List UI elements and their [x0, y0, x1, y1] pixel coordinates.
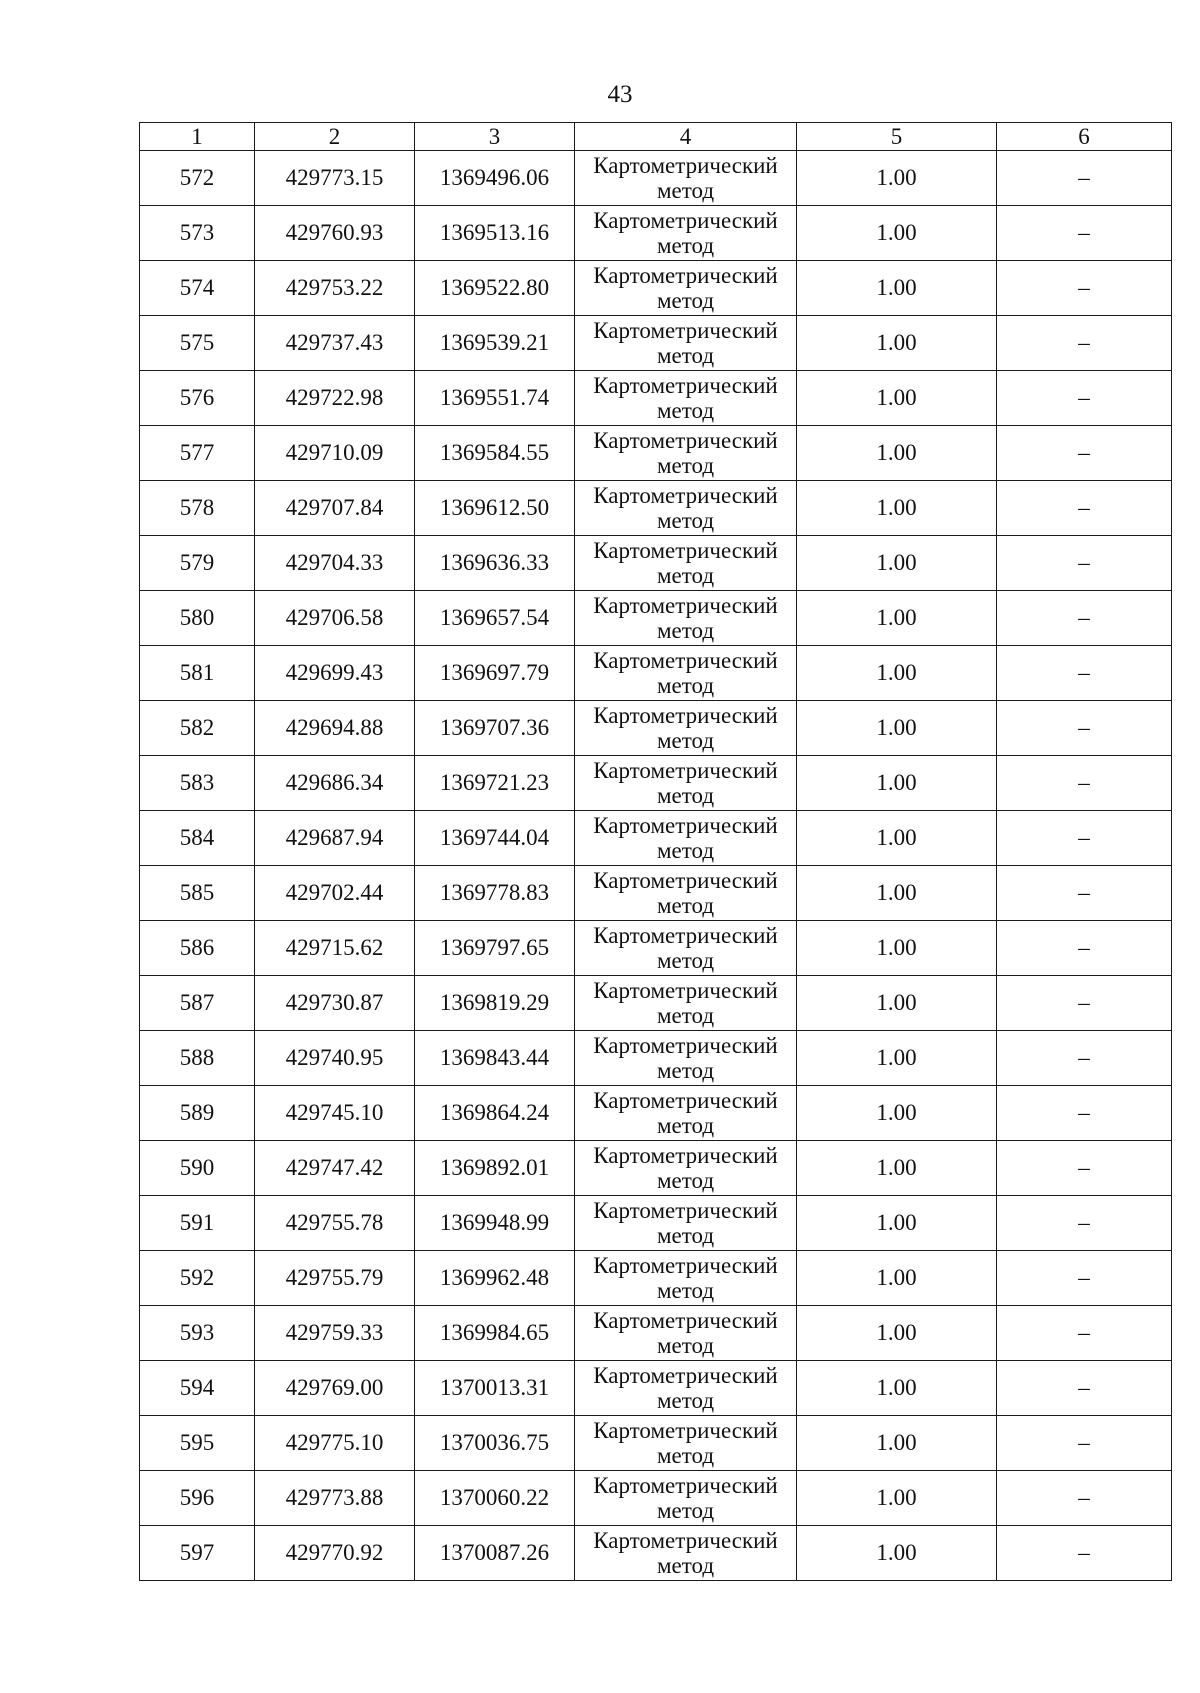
accuracy-cell: 1.00	[797, 536, 997, 591]
note-cell: –	[997, 426, 1172, 481]
y-coordinate-cell: 1370036.75	[415, 1416, 575, 1471]
y-coordinate-cell: 1369539.21	[415, 316, 575, 371]
method-cell	[575, 1416, 797, 1471]
note-cell: –	[997, 976, 1172, 1031]
column-header: 4	[575, 123, 797, 151]
accuracy-cell: 1.00	[797, 591, 997, 646]
table-row	[140, 921, 1172, 976]
x-coordinate-cell: 429753.22	[255, 261, 415, 316]
method-text-line2: метод	[656, 1223, 715, 1248]
x-coordinate-cell: 429687.94	[255, 811, 415, 866]
y-coordinate-cell: 1369657.54	[415, 591, 575, 646]
method-text-line2: метод	[656, 1333, 715, 1358]
accuracy-cell: 1.00	[797, 206, 997, 261]
table-row	[140, 811, 1172, 866]
method-cell	[575, 756, 797, 811]
accuracy-cell: 1.00	[797, 756, 997, 811]
method-cell	[575, 591, 797, 646]
y-coordinate-cell: 1369697.79	[415, 646, 575, 701]
method-cell	[575, 1031, 797, 1086]
point-number-cell: 586	[140, 921, 255, 976]
note-cell: –	[997, 1361, 1172, 1416]
method-text-line1: Картометрический	[593, 703, 778, 728]
note-cell: –	[997, 481, 1172, 536]
method-cell	[575, 481, 797, 536]
page-number: 43	[607, 81, 633, 108]
note-cell: –	[997, 701, 1172, 756]
method-text-line2: метод	[656, 618, 715, 643]
column-header: 3	[415, 123, 575, 151]
table-row	[140, 316, 1172, 371]
method-text-line1: Картометрический	[593, 1363, 778, 1388]
point-number-cell: 574	[140, 261, 255, 316]
method-text-line2: метод	[656, 453, 715, 478]
table-row	[140, 1031, 1172, 1086]
method-text-line1: Картометрический	[593, 648, 778, 673]
note-cell: –	[997, 1141, 1172, 1196]
note-cell: –	[997, 1086, 1172, 1141]
method-cell	[575, 1306, 797, 1361]
column-header: 5	[797, 123, 997, 151]
y-coordinate-cell: 1369522.80	[415, 261, 575, 316]
table-row	[140, 1416, 1172, 1471]
method-text-line2: метод	[656, 508, 715, 533]
method-text-line2: метод	[656, 1113, 715, 1138]
table-row	[140, 1086, 1172, 1141]
method-text-line1: Картометрический	[593, 1088, 778, 1113]
method-text-line2: метод	[656, 838, 715, 863]
column-header: 1	[140, 123, 255, 151]
method-text-line2: метод	[656, 783, 715, 808]
method-text-line1: Картометрический	[593, 1033, 778, 1058]
note-cell: –	[997, 261, 1172, 316]
y-coordinate-cell: 1369551.74	[415, 371, 575, 426]
accuracy-cell: 1.00	[797, 426, 997, 481]
method-text-line1: Картометрический	[593, 1143, 778, 1168]
note-cell: –	[997, 1251, 1172, 1306]
table-row	[140, 1196, 1172, 1251]
point-number-cell: 589	[140, 1086, 255, 1141]
table-row	[140, 1251, 1172, 1306]
y-coordinate-cell: 1369892.01	[415, 1141, 575, 1196]
table-row	[140, 1526, 1172, 1581]
x-coordinate-cell: 429704.33	[255, 536, 415, 591]
table-row	[140, 866, 1172, 921]
method-text-line2: метод	[656, 233, 715, 258]
point-number-cell: 576	[140, 371, 255, 426]
x-coordinate-cell: 429694.88	[255, 701, 415, 756]
y-coordinate-cell: 1369948.99	[415, 1196, 575, 1251]
method-cell	[575, 1361, 797, 1416]
point-number-cell: 594	[140, 1361, 255, 1416]
accuracy-cell: 1.00	[797, 866, 997, 921]
method-text-line2: метод	[656, 563, 715, 588]
point-number-cell: 595	[140, 1416, 255, 1471]
point-number-cell: 573	[140, 206, 255, 261]
point-number-cell: 585	[140, 866, 255, 921]
table-row	[140, 426, 1172, 481]
method-cell	[575, 1251, 797, 1306]
accuracy-cell: 1.00	[797, 1141, 997, 1196]
note-cell: –	[997, 1416, 1172, 1471]
accuracy-cell: 1.00	[797, 1251, 997, 1306]
y-coordinate-cell: 1369496.06	[415, 151, 575, 206]
x-coordinate-cell: 429730.87	[255, 976, 415, 1031]
x-coordinate-cell: 429715.62	[255, 921, 415, 976]
method-text-line2: метод	[656, 893, 715, 918]
y-coordinate-cell: 1370013.31	[415, 1361, 575, 1416]
x-coordinate-cell: 429755.79	[255, 1251, 415, 1306]
note-cell: –	[997, 1526, 1172, 1581]
point-number-cell: 580	[140, 591, 255, 646]
table-row	[140, 1306, 1172, 1361]
method-text-line1: Картометрический	[593, 208, 778, 233]
method-text-line2: метод	[656, 288, 715, 313]
method-text-line1: Картометрический	[593, 538, 778, 563]
method-cell	[575, 1141, 797, 1196]
method-text-line1: Картометрический	[593, 593, 778, 618]
point-number-cell: 582	[140, 701, 255, 756]
table-row	[140, 1361, 1172, 1416]
x-coordinate-cell: 429706.58	[255, 591, 415, 646]
method-cell	[575, 976, 797, 1031]
x-coordinate-cell: 429710.09	[255, 426, 415, 481]
method-text-line1: Картометрический	[593, 153, 778, 178]
method-text-line2: метод	[656, 343, 715, 368]
note-cell: –	[997, 1471, 1172, 1526]
method-cell	[575, 1526, 797, 1581]
note-cell: –	[997, 756, 1172, 811]
point-number-cell: 590	[140, 1141, 255, 1196]
note-cell: –	[997, 921, 1172, 976]
y-coordinate-cell: 1369612.50	[415, 481, 575, 536]
method-text-line2: метод	[656, 1498, 715, 1523]
point-number-cell: 596	[140, 1471, 255, 1526]
method-cell	[575, 646, 797, 701]
table-row	[140, 536, 1172, 591]
method-text-line2: метод	[656, 178, 715, 203]
note-cell: –	[997, 371, 1172, 426]
point-number-cell: 588	[140, 1031, 255, 1086]
method-cell	[575, 536, 797, 591]
x-coordinate-cell: 429699.43	[255, 646, 415, 701]
method-text-line2: метод	[656, 1443, 715, 1468]
method-cell	[575, 866, 797, 921]
coordinates-table	[139, 122, 1172, 1581]
y-coordinate-cell: 1369636.33	[415, 536, 575, 591]
y-coordinate-cell: 1369513.16	[415, 206, 575, 261]
method-cell	[575, 1086, 797, 1141]
accuracy-cell: 1.00	[797, 1471, 997, 1526]
method-text-line1: Картометрический	[593, 1473, 778, 1498]
accuracy-cell: 1.00	[797, 1526, 997, 1581]
point-number-cell: 584	[140, 811, 255, 866]
note-cell: –	[997, 591, 1172, 646]
method-text-line1: Картометрический	[593, 1308, 778, 1333]
x-coordinate-cell: 429686.34	[255, 756, 415, 811]
note-cell: –	[997, 866, 1172, 921]
note-cell: –	[997, 1196, 1172, 1251]
point-number-cell: 592	[140, 1251, 255, 1306]
y-coordinate-cell: 1369778.83	[415, 866, 575, 921]
note-cell: –	[997, 151, 1172, 206]
x-coordinate-cell: 429747.42	[255, 1141, 415, 1196]
x-coordinate-cell: 429773.15	[255, 151, 415, 206]
method-cell	[575, 151, 797, 206]
method-text-line2: метод	[656, 948, 715, 973]
method-text-line2: метод	[656, 1278, 715, 1303]
point-number-cell: 572	[140, 151, 255, 206]
table-row	[140, 591, 1172, 646]
x-coordinate-cell: 429737.43	[255, 316, 415, 371]
method-text-line1: Картометрический	[593, 318, 778, 343]
accuracy-cell: 1.00	[797, 481, 997, 536]
table-row	[140, 976, 1172, 1031]
accuracy-cell: 1.00	[797, 701, 997, 756]
point-number-cell: 593	[140, 1306, 255, 1361]
method-cell	[575, 921, 797, 976]
accuracy-cell: 1.00	[797, 316, 997, 371]
accuracy-cell: 1.00	[797, 371, 997, 426]
method-text-line2: метод	[656, 1003, 715, 1028]
table-row	[140, 701, 1172, 756]
accuracy-cell: 1.00	[797, 1196, 997, 1251]
y-coordinate-cell: 1369744.04	[415, 811, 575, 866]
method-cell	[575, 1196, 797, 1251]
point-number-cell: 577	[140, 426, 255, 481]
accuracy-cell: 1.00	[797, 811, 997, 866]
table-row	[140, 756, 1172, 811]
table-header-row	[140, 123, 1172, 151]
method-text-line1: Картометрический	[593, 813, 778, 838]
table-row	[140, 481, 1172, 536]
point-number-cell: 591	[140, 1196, 255, 1251]
point-number-cell: 597	[140, 1526, 255, 1581]
method-text-line1: Картометрический	[593, 1198, 778, 1223]
method-text-line2: метод	[656, 1168, 715, 1193]
method-text-line2: метод	[656, 1388, 715, 1413]
note-cell: –	[997, 206, 1172, 261]
x-coordinate-cell: 429770.92	[255, 1526, 415, 1581]
method-cell	[575, 316, 797, 371]
accuracy-cell: 1.00	[797, 151, 997, 206]
accuracy-cell: 1.00	[797, 1086, 997, 1141]
point-number-cell: 581	[140, 646, 255, 701]
table-row	[140, 151, 1172, 206]
x-coordinate-cell: 429740.95	[255, 1031, 415, 1086]
method-cell	[575, 426, 797, 481]
x-coordinate-cell: 429775.10	[255, 1416, 415, 1471]
accuracy-cell: 1.00	[797, 261, 997, 316]
y-coordinate-cell: 1369962.48	[415, 1251, 575, 1306]
table-row	[140, 261, 1172, 316]
note-cell: –	[997, 316, 1172, 371]
note-cell: –	[997, 646, 1172, 701]
x-coordinate-cell: 429722.98	[255, 371, 415, 426]
accuracy-cell: 1.00	[797, 1416, 997, 1471]
method-text-line1: Картометрический	[593, 483, 778, 508]
note-cell: –	[997, 811, 1172, 866]
y-coordinate-cell: 1369819.29	[415, 976, 575, 1031]
method-text-line2: метод	[656, 673, 715, 698]
x-coordinate-cell: 429745.10	[255, 1086, 415, 1141]
point-number-cell: 587	[140, 976, 255, 1031]
method-cell	[575, 261, 797, 316]
point-number-cell: 578	[140, 481, 255, 536]
table-row	[140, 646, 1172, 701]
note-cell: –	[997, 536, 1172, 591]
method-text-line1: Картометрический	[593, 868, 778, 893]
y-coordinate-cell: 1369864.24	[415, 1086, 575, 1141]
y-coordinate-cell: 1370060.22	[415, 1471, 575, 1526]
method-cell	[575, 701, 797, 756]
x-coordinate-cell: 429707.84	[255, 481, 415, 536]
method-text-line2: метод	[656, 1058, 715, 1083]
method-cell	[575, 371, 797, 426]
method-text-line2: метод	[656, 728, 715, 753]
method-text-line1: Картометрический	[593, 978, 778, 1003]
table-row	[140, 371, 1172, 426]
method-text-line1: Картометрический	[593, 263, 778, 288]
y-coordinate-cell: 1369843.44	[415, 1031, 575, 1086]
y-coordinate-cell: 1369707.36	[415, 701, 575, 756]
table-row	[140, 206, 1172, 261]
x-coordinate-cell: 429760.93	[255, 206, 415, 261]
method-text-line2: метод	[656, 398, 715, 423]
column-header: 6	[997, 123, 1172, 151]
y-coordinate-cell: 1369984.65	[415, 1306, 575, 1361]
accuracy-cell: 1.00	[797, 646, 997, 701]
method-text-line1: Картометрический	[593, 1253, 778, 1278]
method-cell	[575, 1471, 797, 1526]
point-number-cell: 583	[140, 756, 255, 811]
method-text-line1: Картометрический	[593, 1528, 778, 1553]
x-coordinate-cell: 429755.78	[255, 1196, 415, 1251]
method-text-line1: Картометрический	[593, 923, 778, 948]
accuracy-cell: 1.00	[797, 1306, 997, 1361]
method-cell	[575, 811, 797, 866]
method-text-line2: метод	[656, 1553, 715, 1578]
note-cell: –	[997, 1031, 1172, 1086]
note-cell: –	[997, 1306, 1172, 1361]
table-row	[140, 1471, 1172, 1526]
method-text-line1: Картометрический	[593, 373, 778, 398]
y-coordinate-cell: 1370087.26	[415, 1526, 575, 1581]
accuracy-cell: 1.00	[797, 1361, 997, 1416]
accuracy-cell: 1.00	[797, 921, 997, 976]
method-text-line1: Картометрический	[593, 758, 778, 783]
x-coordinate-cell: 429702.44	[255, 866, 415, 921]
method-cell	[575, 206, 797, 261]
y-coordinate-cell: 1369721.23	[415, 756, 575, 811]
accuracy-cell: 1.00	[797, 1031, 997, 1086]
y-coordinate-cell: 1369584.55	[415, 426, 575, 481]
accuracy-cell: 1.00	[797, 976, 997, 1031]
method-text-line1: Картометрический	[593, 428, 778, 453]
table-row	[140, 1141, 1172, 1196]
y-coordinate-cell: 1369797.65	[415, 921, 575, 976]
method-text-line1: Картометрический	[593, 1418, 778, 1443]
column-header: 2	[255, 123, 415, 151]
point-number-cell: 575	[140, 316, 255, 371]
x-coordinate-cell: 429759.33	[255, 1306, 415, 1361]
x-coordinate-cell: 429773.88	[255, 1471, 415, 1526]
point-number-cell: 579	[140, 536, 255, 591]
x-coordinate-cell: 429769.00	[255, 1361, 415, 1416]
